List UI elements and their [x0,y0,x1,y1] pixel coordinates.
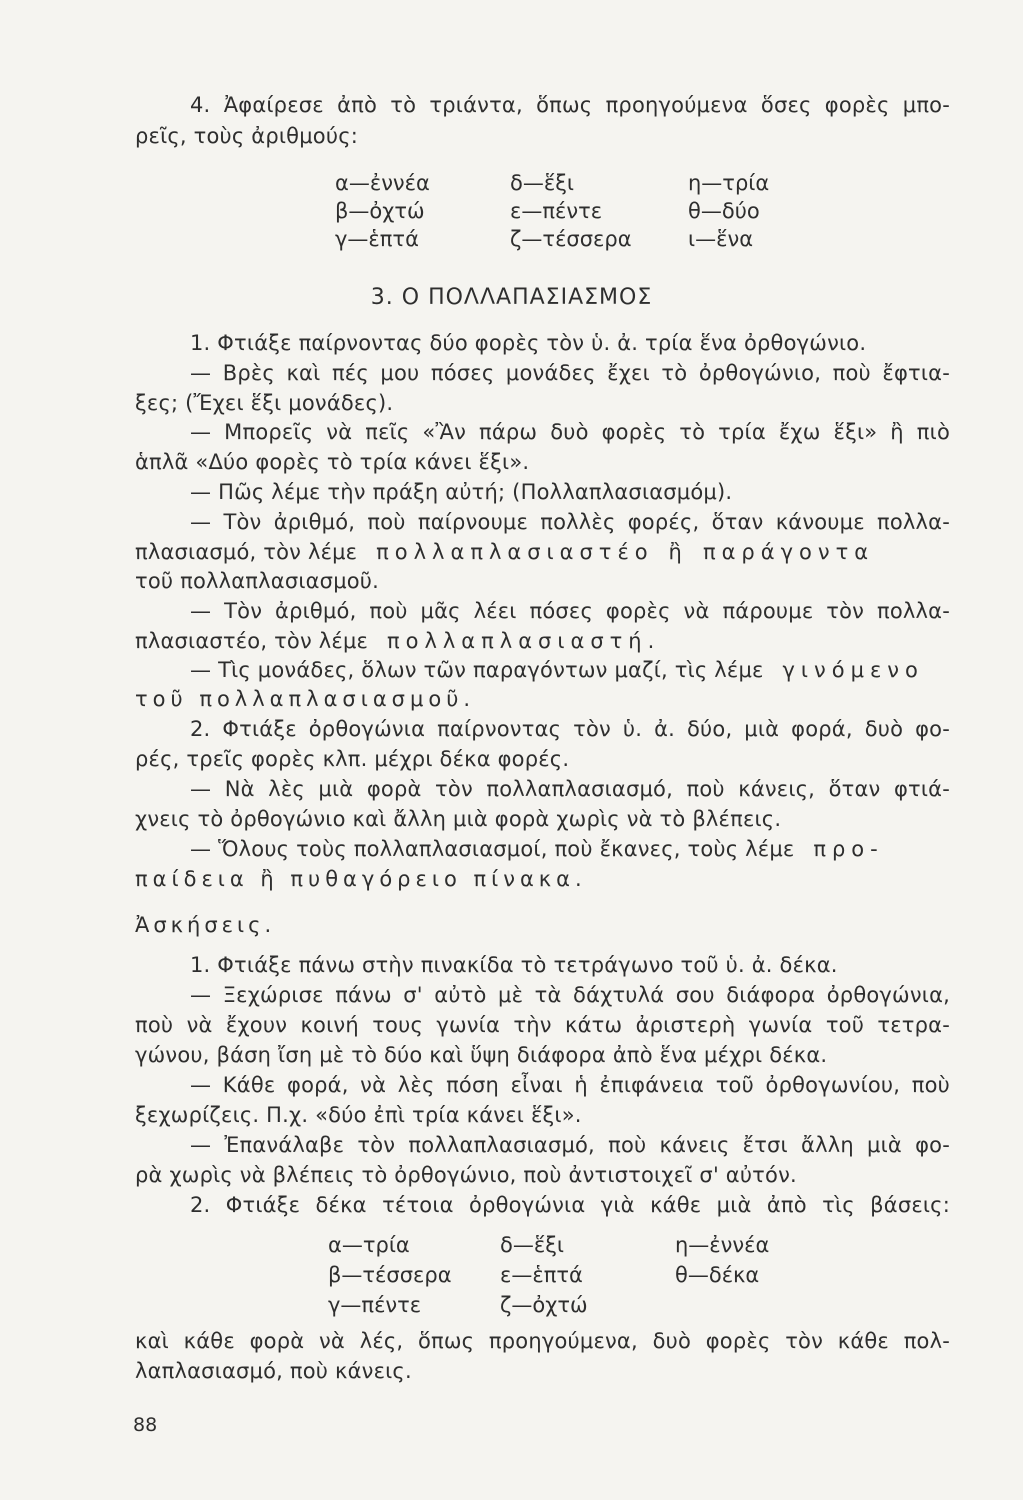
ex4-line-2: ρεῖς, τοὺς ἀριθμούς: [135,124,358,148]
term-factor: παράγοντα [702,540,875,564]
list2-item: η—ἐννέα [675,1233,770,1257]
list1-item: γ—ἑπτά [335,227,419,251]
section-title: 3. Ο ΠΟΛΛΑΠΑΣΙΑΣΜΟΣ [370,285,653,310]
body-line: — Πῶς λέμε τὴν πράξη αὐτή; (Πολλαπλασιασμόμ). [190,480,733,504]
body-line: 2. Φτιάξε ὀρθογώνια παίρνοντας τὸν ὑ. ἀ. δύο, μιὰ φορά, δυὸ φο- [190,717,950,741]
list2-item: β—τέσσερα [328,1263,452,1287]
exercise-line: ρὰ χωρὶς νὰ βλέπεις τὸ ὀρθογώνιο, ποὺ ἀντιστοιχεῖ σ' αὐτόν. [135,1163,797,1187]
body-line: παίδεια ἢ πυθαγόρειο πίνακα. [135,867,587,891]
body-line: — Νὰ λὲς μιὰ φορὰ τὸν πολλαπλασιασμό, ποὺ κάνεις, ὅταν φτιά- [190,777,950,801]
list1-item: δ—ἕξι [510,171,575,195]
list1-item: θ—δύο [688,199,760,223]
body-line [190,657,950,683]
ex4-line-1: 4. Ἀφαίρεσε ἀπὸ τὸ τριάντα, ὅπως προηγούμενα ὅσες φορὲς μπο- [190,93,950,117]
list2-item: θ—δέκα [675,1263,760,1287]
body-line: — Μπορεῖς νὰ πεῖς «Ἂν πάρω δυὸ φορὲς τὸ τρία ἔχω ἕξι» ἢ πιὸ [190,420,950,444]
list1-item: ι—ἕνα [688,227,754,251]
exercise-line: 2. Φτιάξε δέκα τέτοια ὀρθογώνια γιὰ κάθε μιὰ ἀπὸ τὶς βάσεις: [190,1193,950,1217]
list1-item: ε—πέντε [510,199,603,223]
exercise-line: — Ἐπανάλαβε τὸν πολλαπλασιασμό, ποὺ κάνεις ἔτσι ἄλλη μιὰ φο- [190,1133,950,1157]
body-line: τοῦ πολλαπλασιασμοῦ. [135,687,476,711]
exercise-line: ξεχωρίζεις. Π.χ. «δύο ἐπὶ τρία κάνει ἕξι». [135,1103,582,1127]
exercise-line: ποὺ νὰ ἔχουν κοινή τους γωνία τὴν κάτω ἀριστερὴ γωνία τοῦ τετρα- [135,1013,950,1037]
body-text: πλασιαστέο, τὸν λέμε [135,629,369,653]
body-line: — Τὸν ἀριθμό, ποὺ παίρνουμε πολλὲς φορές, ὅταν κάνουμε πολλα- [190,510,950,534]
list2-item: ζ—ὀχτώ [500,1293,588,1317]
body-text: πλασιασμό, τὸν λέμε [135,540,358,564]
closing-line: λαπλασιασμό, ποὺ κάνεις. [135,1359,412,1383]
body-line: — Βρὲς καὶ πές μου πόσες μονάδες ἔχει τὸ ὀρθογώνιο, ποὺ ἔφτια- [190,361,950,385]
body-line: ξες; (Ἔχει ἕξι μονάδες). [135,391,394,415]
term-multiplicand: πολλαπλασιαστέο [376,540,654,564]
term-multiplier: πολλαπλασιαστή. [386,629,661,653]
list2-item: ε—ἑπτά [500,1263,583,1287]
body-line [190,836,950,862]
closing-line: καὶ κάθε φορὰ νὰ λές, ὅπως προηγούμενα, δυὸ φορὲς τὸν κάθε πολ- [135,1329,950,1353]
list2-item: γ—πέντε [328,1293,422,1317]
exercises-heading: Ἀσκήσεις. [135,913,276,937]
body-text: ἢ [668,540,683,564]
body-text: — Τὶς μονάδες, ὅλων τῶν παραγόντων μαζί, τὶς λέμε [190,658,764,682]
term-times-table: προ- [813,837,884,861]
body-line: — Τὸν ἀριθμό, ποὺ μᾶς λέει πόσες φορὲς νὰ πάρουμε τὸν πολλα- [190,599,950,623]
body-line: τοῦ πολλαπλασιασμοῦ. [135,569,380,593]
page-number: 88 [133,1414,158,1436]
body-line [135,539,950,565]
exercise-line: γώνου, βάση ἴση μὲ τὸ δύο καὶ ὕψη διάφορα ἀπὸ ἕνα μέχρι δέκα. [135,1043,828,1067]
list1-item: α—ἐννέα [335,171,430,195]
exercise-line: — Ξεχώρισε πάνω σ' αὐτὸ μὲ τὰ δάχτυλά σου διάφορα ὀρθογώνια, [190,983,950,1007]
body-line: 1. Φτιάξε παίρνοντας δύο φορὲς τὸν ὑ. ἀ. τρία ἕνα ὀρθογώνιο. [190,331,867,355]
body-line: χνεις τὸ ὀρθογώνιο καὶ ἄλλη μιὰ φορὰ χωρὶς νὰ τὸ βλέπεις. [135,807,782,831]
term-product: γινόμενο [782,658,924,682]
list1-item: ζ—τέσσερα [510,227,632,251]
body-line: ρές, τρεῖς φορὲς κλπ. μέχρι δέκα φορές. [135,747,570,771]
list1-item: β—ὀχτώ [335,199,425,223]
list1-item: η—τρία [688,171,770,195]
exercise-line: — Κάθε φορά, νὰ λὲς πόση εἶναι ἡ ἐπιφάνεια τοῦ ὀρθογωνίου, ποὺ [190,1073,950,1097]
body-line: ἁπλᾶ «Δύο φορὲς τὸ τρία κάνει ἕξι». [135,450,530,474]
body-text: — Ὅλους τοὺς πολλαπλασιασμοί, ποὺ ἔκανες, τοὺς λέμε [190,837,795,861]
body-line [135,628,950,654]
list2-item: δ—ἕξι [500,1233,565,1257]
list2-item: α—τρία [328,1233,410,1257]
exercise-line: 1. Φτιάξε πάνω στὴν πινακίδα τὸ τετράγωνο τοῦ ὑ. ἀ. δέκα. [190,953,838,977]
